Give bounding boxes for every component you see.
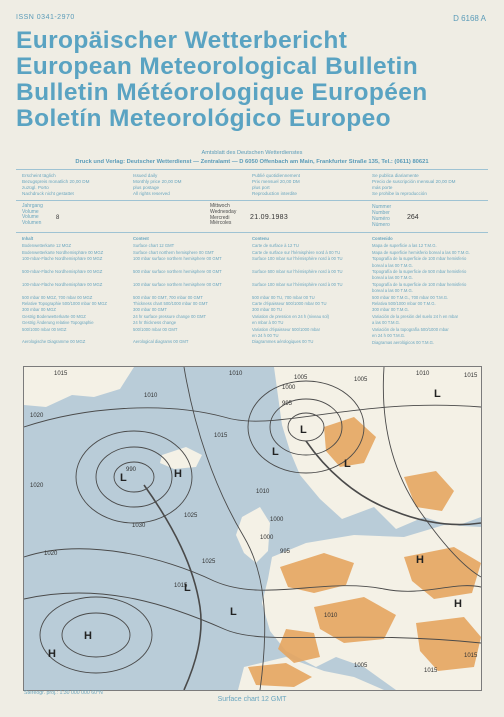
- isobar-label: 1010: [324, 613, 338, 619]
- contents-item: Gestrig Änderung relative Topographie: [22, 320, 94, 326]
- contents-item: Surface chart northern hemisphere 00 GMT: [133, 249, 214, 255]
- divider: [16, 200, 488, 201]
- contents-item: Aerological diagrams 00 GMT: [133, 339, 189, 345]
- contents-item: 100 mbar surface northern hemisphere 00 GMT: [133, 281, 222, 287]
- contents-item: boreal a las 00 T.M.G.: [372, 262, 413, 268]
- subscription-text: Bezugspreis monatlich 20,00 DM: [22, 179, 90, 184]
- subscription-text: Precio de suscripción mensual 20,00 DM: [372, 179, 456, 184]
- number-label: Number: [372, 210, 390, 216]
- contents-item: Variación de la presión del suelo 24 h en mbar: [372, 313, 459, 319]
- contents-item: boreal a las 00 T.M.G.: [372, 275, 413, 281]
- isobar-label: 1015: [54, 371, 68, 377]
- contents-item: 100-mbar-Fläche Nordhemisphäre 00 MGZ: [22, 256, 103, 262]
- contents-item: en 24 h 00 T.M.G.: [372, 333, 406, 339]
- pressure-center-symbol: L: [300, 424, 307, 436]
- contents-item: 24 hr thickness change: [133, 320, 177, 326]
- issue-number: 264: [407, 214, 419, 221]
- contents-german: [22, 236, 138, 346]
- volume-label: Volume: [22, 214, 39, 221]
- subscription-text: Erscheint täglich: [22, 173, 56, 178]
- volume-label: Jahrgang: [22, 203, 43, 209]
- isobar-label: 1015: [464, 373, 478, 379]
- projection-note: Stereogr. proj.: 1:30 000 000 60°N: [24, 690, 103, 696]
- contents-item: Surface 100 mbar sur l'hémisphère nord à 00 TU: [252, 256, 343, 262]
- contents-item: boreal a las 00 T.M.G.: [372, 288, 413, 294]
- contents-item: 300 mbar 00 MGZ: [22, 307, 56, 313]
- isobar-label: 1010: [229, 371, 243, 377]
- number-label: Numéro: [372, 216, 390, 222]
- volume-labels: [22, 204, 43, 226]
- contents-item: Surface 100 mbar sur l'hémisphère nord à 00 TU: [252, 281, 343, 287]
- weekday-labels: [210, 204, 236, 227]
- subscription-text: más porte: [372, 185, 393, 190]
- contents-item: 500/1000 mbar 00 MGZ: [22, 326, 67, 332]
- contents-item: Bodenwetterkarte 12 MGZ: [22, 243, 72, 249]
- contents-item: Surface chart 12 GMT: [133, 243, 175, 249]
- contents-english: [133, 236, 249, 346]
- contents-item: 500 mbar 00 TU, 700 mbar 00 TU: [252, 294, 315, 300]
- subscription-text: plus port: [252, 185, 270, 190]
- contents-french: [252, 236, 368, 346]
- isobar-label: 1025: [202, 559, 216, 565]
- subscription-text: Se publica diariamente: [372, 173, 419, 178]
- isobar-label: 1030: [132, 523, 146, 529]
- contents-item: Carte de surface sur l'hémisphère nord à 00 TU: [252, 249, 341, 255]
- isobar-label: 1015: [424, 668, 438, 674]
- contents-item: a las 00 T.M.G.: [372, 320, 401, 326]
- number-label: Nummer: [372, 204, 392, 210]
- contents-item: 500-mbar-Fläche Nordhemisphäre 00 MGZ: [22, 269, 103, 275]
- subscription-text: Nachdruck nicht gestattet: [22, 191, 74, 196]
- isobar-label: 1000: [260, 535, 274, 541]
- subscription-text: plus postage: [133, 185, 160, 190]
- issn: ISSN 0341-2970: [16, 14, 75, 21]
- issue-date: 21.09.1983: [250, 214, 289, 221]
- volume-number: 8: [56, 215, 60, 221]
- contents-item: Thickness chart 500/1000 mbar 00 GMT: [133, 301, 208, 307]
- pressure-center-symbol: L: [120, 472, 127, 484]
- title-english: European Meteorological Bulletin: [16, 53, 419, 80]
- isobar-label: 1020: [30, 483, 44, 489]
- subscription-text: Prix mensuel 20,00 DM: [252, 179, 300, 184]
- contents-item: Aerologische Diagramme 00 MGZ: [22, 339, 86, 345]
- subscription-spanish: [372, 173, 456, 197]
- contents-item: 500 mbar 00 GMT, 700 mbar 00 GMT: [133, 294, 203, 300]
- isobar-label: 1020: [44, 551, 58, 557]
- contents-item: 500 mbar 00 T.M.G., 700 mbar 00 T.M.G.: [372, 294, 449, 300]
- contents-item: en 24 h 00 TU: [252, 333, 279, 339]
- contents-item: Variación de la topografía 500/1000 mbar: [372, 326, 449, 332]
- contents-item: Bodenwetterkarte Nordhemisphäre 00 MGZ: [22, 249, 104, 255]
- contents-item: 24 hr surface pressure change 00 GMT: [133, 313, 207, 319]
- contents-item: Diagramas aerológicos 00 T.M.G.: [372, 339, 435, 345]
- isobar-label: 1000: [270, 517, 284, 523]
- isobar-label: 1010: [144, 393, 158, 399]
- contents-item: Relative Topographie 500/1000 mbar 00 MGZ: [22, 301, 107, 307]
- isobar-label: 1010: [256, 489, 270, 495]
- isobar-label: 995: [282, 401, 293, 407]
- contents-item: Mapa de superficie a las 12 T.M.G.: [372, 243, 437, 249]
- subscription-text: Se prohibe la reproducción: [372, 191, 427, 196]
- pressure-center-symbol: L: [434, 388, 441, 400]
- isobar-label: 1000: [282, 385, 296, 391]
- pressure-center-symbol: L: [272, 446, 279, 458]
- isobar-label: 1020: [30, 413, 44, 419]
- contents-spanish: [372, 236, 488, 346]
- number-label: Número: [372, 222, 390, 228]
- publication-code: D 6168 A: [453, 14, 486, 23]
- isobar-label: 1015: [214, 433, 228, 439]
- contents-item: 100-mbar-Fläche Nordhemisphäre 00 MGZ: [22, 281, 103, 287]
- isobar-label: 1015: [174, 583, 188, 589]
- pressure-center-symbol: H: [416, 554, 424, 566]
- isobar-label: 1015: [464, 653, 478, 659]
- contents-item: 100 mbar surface northern hemisphere 00 GMT: [133, 256, 222, 262]
- contents-item: Diagrammes aérologiques 00 TU: [252, 339, 314, 345]
- divider: [16, 232, 488, 233]
- volume-label: Volumen: [22, 219, 42, 226]
- map-caption: Surface chart 12 GMT: [217, 696, 287, 703]
- isobar-label: 1005: [354, 663, 368, 669]
- pressure-center-symbol: L: [344, 458, 351, 470]
- isobar-label: 1025: [184, 513, 198, 519]
- contents-item: Variation d'épaisseur 500/1000 mbar: [252, 326, 320, 332]
- contents-item: Surface 500 mbar sur l'hémisphère nord à 00 TU: [252, 269, 343, 275]
- weekday-label: Wednesday: [210, 208, 237, 215]
- pressure-center-symbol: L: [230, 606, 237, 618]
- contents-item: 300 mbar 00 TU: [252, 307, 283, 313]
- contents-heading: Content: [133, 236, 149, 241]
- contents-heading: Inhalt: [22, 236, 34, 241]
- isobar-label: 995: [280, 549, 291, 555]
- contents-item: Topografía de la superficie de 100 mbar hemisferio: [372, 256, 467, 262]
- subscription-text: zuzügl. Porto: [22, 185, 49, 190]
- pressure-center-symbol: H: [84, 630, 92, 642]
- subscription-german: [22, 173, 89, 197]
- surface-weather-map: [23, 366, 482, 691]
- subscription-english: [133, 173, 182, 197]
- masthead: [16, 28, 488, 132]
- pressure-center-symbol: H: [454, 598, 462, 610]
- contents-item: 300 mbar 00 GMT: [133, 307, 167, 313]
- volume-label: Volume: [22, 208, 39, 215]
- contents-heading: Contenu: [252, 236, 269, 241]
- contents-item: Mapa de superficie hemisferio boreal a las 00 T.M.G.: [372, 249, 470, 255]
- number-labels: [372, 204, 391, 228]
- weekday-label: Mittwoch: [210, 203, 230, 209]
- subscription-text: Issued daily: [133, 173, 158, 178]
- title-french: Bulletin Météorologique Européen: [16, 79, 428, 106]
- subscription-french: [252, 173, 300, 197]
- contents-item: Variation de pression en 24 h (niveau sol): [252, 313, 329, 319]
- isobar-label: 1010: [416, 371, 430, 377]
- title-german: Europäischer Wetterbericht: [16, 27, 348, 54]
- contents-item: Carte de surface à 12 TU: [252, 243, 299, 249]
- subscription-text: Publié quotidiennement: [252, 173, 301, 178]
- pressure-center-symbol: H: [48, 648, 56, 660]
- weekday-label: Miércoles: [210, 220, 232, 227]
- isobar-label: 1005: [354, 377, 368, 383]
- isobar-label: 1005: [294, 375, 308, 381]
- contents-item: Topografía de la superficie de 500 mbar hemisferio: [372, 269, 467, 275]
- weekday-label: Mercredi: [210, 214, 230, 221]
- contents-item: Topografía de la superficie de 100 mbar hemisferio: [372, 281, 467, 287]
- isobar-label: 990: [126, 467, 137, 473]
- subscription-text: Monthly price 20,00 DM: [133, 179, 182, 184]
- contents-item: en mbar à 00 TU: [252, 320, 284, 326]
- pressure-center-symbol: L: [184, 582, 191, 594]
- divider: [16, 169, 488, 170]
- contents-heading: Contenido: [372, 236, 393, 241]
- contents-item: 500 mbar 00 MGZ, 700 mbar 00 MGZ: [22, 294, 93, 300]
- pressure-center-symbol: H: [174, 468, 182, 480]
- official-gazette-line: Amtsblatt des Deutschen Wetterdienstes: [201, 150, 303, 156]
- contents-item: Relativa 500/1000 mbar 00 T.M.G.: [372, 301, 436, 307]
- contents-item: 500 mbar surface northern hemisphere 00 GMT: [133, 269, 222, 275]
- contents-item: Carte d'épaisseur 500/1000 mbar 00 TU: [252, 301, 327, 307]
- subscription-text: Reproduction interdite: [252, 191, 297, 196]
- contents-item: 500/1000 mbar 00 GMT: [133, 326, 178, 332]
- publisher-line: Druck und Verlag: Deutscher Wetterdienst — Zentralamt — D 6050 Offenbach am Main, Frankfurter Straße 135, Tel.: (0611) 80621: [75, 159, 429, 165]
- subscription-text: All rights reserved: [133, 191, 170, 196]
- contents-item: 300 mbar 00 T.M.G.: [372, 307, 409, 313]
- title-spanish: Boletín Meteorológico Europeo: [16, 105, 392, 132]
- contents-item: Gestrig Bodenwetterkarte 00 MGZ: [22, 313, 86, 319]
